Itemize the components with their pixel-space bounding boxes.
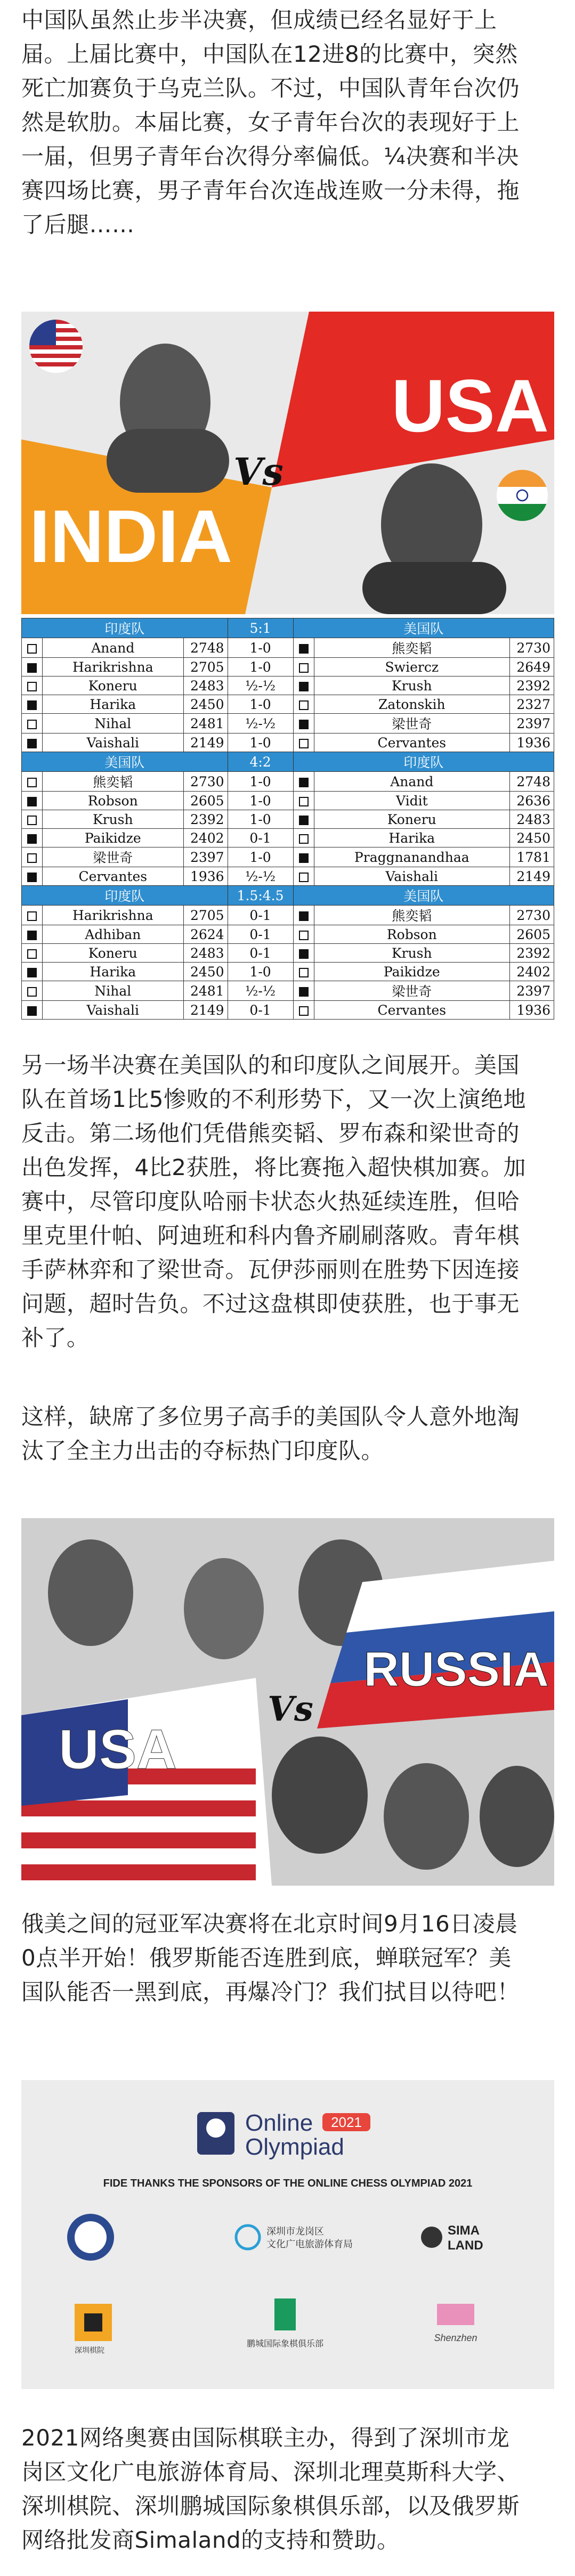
header-right-team: 印度队 [293,752,554,772]
black-piece-icon [293,981,314,1001]
right-player-name: Robson [314,925,509,944]
right-player-rating: 1781 [510,847,554,867]
table-row [22,676,554,695]
right-player-rating: 1936 [510,733,554,752]
right-player-name: Zatonskih [314,695,509,714]
table-row [22,733,554,752]
white-piece-icon [22,676,43,695]
right-player-name: 熊奕韬 [314,906,509,925]
game-score: 0-1 [228,906,293,925]
right-player-name: Vaishali [314,867,509,886]
left-player-rating: 2730 [183,772,228,792]
right-player-rating: 2748 [510,772,554,792]
white-piece-icon [293,695,314,714]
text-line: 网络批发商Simaland的支持和赞助。 [21,2527,400,2553]
text-line: 深圳棋院、深圳鹏城国际象棋俱乐部，以及俄罗斯 [21,2493,520,2519]
left-player-rating: 2705 [183,658,228,676]
right-player-name: Koneru [314,810,509,829]
right-player-name: 熊奕韬 [314,638,509,658]
left-player-rating: 2402 [183,829,228,847]
right-player-rating: 2483 [510,810,554,829]
black-piece-icon [22,792,43,810]
right-player-rating: 2392 [510,944,554,963]
right-player-rating: 2327 [510,695,554,714]
text-line: 俄美之间的冠亚军决赛将在北京时间9月16日凌晨 [21,1911,518,1937]
black-piece-icon [22,695,43,714]
game-score: 0-1 [228,1001,293,1020]
left-player-name: Cervantes [43,867,184,886]
left-player-name: Anand [43,638,184,658]
left-player-rating: 2483 [183,676,228,695]
right-player-name: 梁世奇 [314,714,509,733]
right-player-name: Vidit [314,792,509,810]
text-line: 然是软肋。本届比赛，女子青年台次的表现好于上 [21,109,520,135]
table-row [22,1001,554,1020]
game-score: 0-1 [228,925,293,944]
usa-vs-russia-banner [21,1518,554,1886]
right-player-rating: 2402 [510,963,554,981]
text-line: 这样，缺席了多位男子高手的美国队令人意外地淘 [21,1404,520,1430]
left-player-rating: 2450 [183,695,228,714]
sponsor-thanks-text: FIDE THANKS THE SPONSORS OF THE ONLINE CHESS OLYMPIAD 2021 [103,2178,473,2189]
right-player-rating: 2636 [510,792,554,810]
left-player-name: Nihal [43,714,184,733]
text-line: 赛中，尽管印度队哈丽卡状态火热延续连胜，但哈 [21,1188,520,1214]
right-player-rating: 2605 [510,925,554,944]
black-piece-icon [293,944,314,963]
right-player-rating: 2450 [510,829,554,847]
game-score: 1-0 [228,658,293,676]
black-piece-icon [22,963,43,981]
vs-label: Vs [233,450,284,494]
left-player-rating: 2481 [183,714,228,733]
sponsor-chess-academy: 深圳棋院 [75,2346,104,2355]
table-row [22,638,554,658]
right-player-name: Harika [314,829,509,847]
section-header [22,618,554,638]
right-player-rating: 2730 [510,906,554,925]
left-player-name: Vaishali [43,733,184,752]
white-piece-icon [293,733,314,752]
game-score: 0-1 [228,829,293,847]
table-row [22,714,554,733]
right-player-name: Swiercz [314,658,509,676]
game-score: 1-0 [228,733,293,752]
header-left-team: 印度队 [22,886,228,906]
text-line: 反击。第二场他们凭借熊奕韬、罗布森和梁世奇的 [21,1120,520,1146]
logo-year: 2021 [331,2114,362,2130]
text-line: 另一场半决赛在美国队的和印度队之间展开。美国 [21,1052,520,1078]
text-line: 0点半开始！俄罗斯能否连胜到底，蝉联冠军？美 [21,1945,512,1971]
game-score: ½-½ [228,867,293,886]
table-row [22,772,554,792]
table-row [22,810,554,829]
white-piece-icon [293,925,314,944]
banner-graphic [21,312,554,614]
left-player-name: Paikidze [43,829,184,847]
text-line: 问题，超时告负。不过这盘棋即使获胜，也于事无 [21,1291,520,1317]
text-line: 死亡加赛负于乌克兰队。不过，中国队青年台次仍 [21,75,520,101]
table-row [22,867,554,886]
header-match-score: 5:1 [228,618,293,638]
white-piece-icon [22,906,43,925]
white-piece-icon [293,658,314,676]
shenzhen-logo-icon [437,2304,474,2325]
left-player-name: Koneru [43,676,184,695]
left-player-rating: 2605 [183,792,228,810]
game-score: ½-½ [228,714,293,733]
text-line: 一届，但男子青年台次得分率偏低。¼决赛和半决 [21,143,519,169]
text-line: 赛四场比赛，男子青年台次连战连败一分未得，拖 [21,177,520,203]
header-match-score: 1.5:4.5 [228,886,293,906]
black-piece-icon [22,867,43,886]
white-piece-icon [22,944,43,963]
table-row [22,925,554,944]
left-player-name: Robson [43,792,184,810]
white-piece-icon [22,714,43,733]
game-score: 1-0 [228,772,293,792]
left-player-name: Harikrishna [43,906,184,925]
black-piece-icon [22,829,43,847]
header-left-team: 印度队 [22,618,228,638]
black-piece-icon [293,906,314,925]
table-row [22,981,554,1001]
left-player-name: Harika [43,695,184,714]
right-player-name: Cervantes [314,733,509,752]
left-player-name: 梁世奇 [43,847,184,867]
left-player-name: Nihal [43,981,184,1001]
right-player-rating: 2397 [510,981,554,1001]
table-row [22,658,554,676]
university-logo-icon [67,2214,114,2261]
left-player-rating: 2483 [183,944,228,963]
russia-label: RUSSIA [363,1642,549,1697]
sponsor-pengcheng: 鹏城国际象棋俱乐部 [246,2338,324,2349]
sponsor-simaland: SIMA [448,2223,480,2238]
left-player-name: Harika [43,963,184,981]
right-player-name: Praggnanandhaa [314,847,509,867]
white-piece-icon [293,792,314,810]
table-row [22,695,554,714]
final-preview-paragraph [21,1907,554,2009]
right-player-rating: 2149 [510,867,554,886]
right-player-name: Cervantes [314,1001,509,1020]
left-player-name: 熊奕韬 [43,772,184,792]
fide-logo-icon [197,2112,234,2155]
sponsors-graphic [21,2080,554,2389]
usa-label: USA [391,364,549,447]
game-score: 1-0 [228,963,293,981]
text-line: 了后腿…… [21,211,135,238]
game-score: 1-0 [228,810,293,829]
text-line: 手萨林弈和了梁世奇。瓦伊莎丽则在胜势下因连接 [21,1257,520,1283]
table-row [22,829,554,847]
left-player-rating: 1936 [183,867,228,886]
table-row [22,906,554,925]
game-score: ½-½ [228,676,293,695]
left-player-name: Krush [43,810,184,829]
banner-graphic [21,1518,554,1886]
text-line: 队在首场1比5惨败的不利形势下，又一次上演绝地 [21,1086,526,1112]
white-piece-icon [293,963,314,981]
left-player-name: Harikrishna [43,658,184,676]
text-line: 岗区文化广电旅游体育局、深圳北理莫斯科大学、 [21,2459,520,2485]
header-right-team: 美国队 [293,618,554,638]
logo-online: Online [245,2110,313,2136]
white-piece-icon [22,847,43,867]
left-player-name: Koneru [43,944,184,963]
white-piece-icon [293,829,314,847]
right-player-name: Anand [314,772,509,792]
game-score: 1-0 [228,847,293,867]
simaland-logo-icon [421,2227,442,2248]
left-player-rating: 2624 [183,925,228,944]
text-line: 国队能否一黑到底，再爆冷门？我们拭目以待吧！ [21,1979,520,2005]
india-vs-usa-banner [21,312,554,614]
section-header [22,752,554,772]
sponsor-paragraph [21,2421,554,2557]
left-player-rating: 2705 [183,906,228,925]
left-player-name: Vaishali [43,1001,184,1020]
india-label: INDIA [29,494,233,578]
black-piece-icon [293,810,314,829]
left-player-rating: 2481 [183,981,228,1001]
table-row [22,847,554,867]
sponsor-longgang-name: 深圳市龙岗区 [266,2226,324,2237]
right-player-rating: 2730 [510,638,554,658]
left-player-rating: 2450 [183,963,228,981]
black-piece-icon [293,772,314,792]
intro-paragraph [21,3,554,242]
white-piece-icon [22,638,43,658]
usa-flag-icon [29,320,83,373]
game-score: 1-0 [228,792,293,810]
white-piece-icon [22,981,43,1001]
match-results-table [21,618,554,1020]
sponsor-simaland-b: LAND [448,2238,483,2253]
pengcheng-club-logo-icon [274,2298,296,2330]
table-row [22,963,554,981]
black-piece-icon [293,847,314,867]
right-player-name: 梁世奇 [314,981,509,1001]
right-player-name: Krush [314,944,509,963]
black-piece-icon [22,925,43,944]
black-piece-icon [293,714,314,733]
game-score: 1-0 [228,695,293,714]
black-piece-icon [22,658,43,676]
longgang-culture-logo-icon [236,2226,260,2249]
vs-label: Vs [268,1689,313,1729]
right-player-name: Paikidze [314,963,509,981]
sponsor-shenzhen: Shenzhen [434,2333,477,2343]
sponsors-panel [21,2080,554,2389]
logo-olympiad: Olympiad [245,2134,344,2160]
right-player-rating: 2392 [510,676,554,695]
text-line: 中国队虽然止步半决赛，但成绩已经名显好于上 [21,7,497,33]
header-right-team: 美国队 [293,886,554,906]
left-player-rating: 2392 [183,810,228,829]
left-player-rating: 2397 [183,847,228,867]
shenzhen-chess-academy-logo-icon [75,2304,112,2341]
section-header [22,886,554,906]
semifinal-paragraph [21,1048,554,1355]
text-line: 2021网络奥赛由国际棋联主办，得到了深圳市龙 [21,2425,510,2451]
black-piece-icon [22,1001,43,1020]
text-line: 里克里什帕、阿迪班和科内鲁齐刷刷落败。青年棋 [21,1222,520,1249]
right-player-rating: 2649 [510,658,554,676]
usa-label: USA [59,1718,177,1781]
black-piece-icon [293,638,314,658]
black-piece-icon [293,676,314,695]
sponsor-longgang-name2: 文化广电旅游体育局 [266,2239,353,2250]
game-score: ½-½ [228,981,293,1001]
left-player-rating: 2149 [183,733,228,752]
header-match-score: 4:2 [228,752,293,772]
result-summary-paragraph [21,1400,554,1468]
text-line: 补了。 [21,1325,90,1351]
text-line: 届。上届比赛中，中国队在12进8的比赛中，突然 [21,41,518,67]
white-piece-icon [293,867,314,886]
black-piece-icon [22,733,43,752]
left-player-name: Adhiban [43,925,184,944]
white-piece-icon [293,1001,314,1020]
game-score: 0-1 [228,944,293,963]
text-line: 出色发挥，4比2获胜，将比赛拖入超快棋加赛。加 [21,1154,526,1180]
white-piece-icon [22,772,43,792]
white-piece-icon [22,810,43,829]
table-row [22,944,554,963]
table-row [22,792,554,810]
results-table [21,618,554,1020]
right-player-rating: 1936 [510,1001,554,1020]
left-player-rating: 2748 [183,638,228,658]
game-score: 1-0 [228,638,293,658]
right-player-rating: 2397 [510,714,554,733]
header-left-team: 美国队 [22,752,228,772]
year-badge [322,2113,370,2131]
left-player-rating: 2149 [183,1001,228,1020]
right-player-name: Krush [314,676,509,695]
text-line: 汰了全主力出击的夺标热门印度队。 [21,1438,384,1464]
